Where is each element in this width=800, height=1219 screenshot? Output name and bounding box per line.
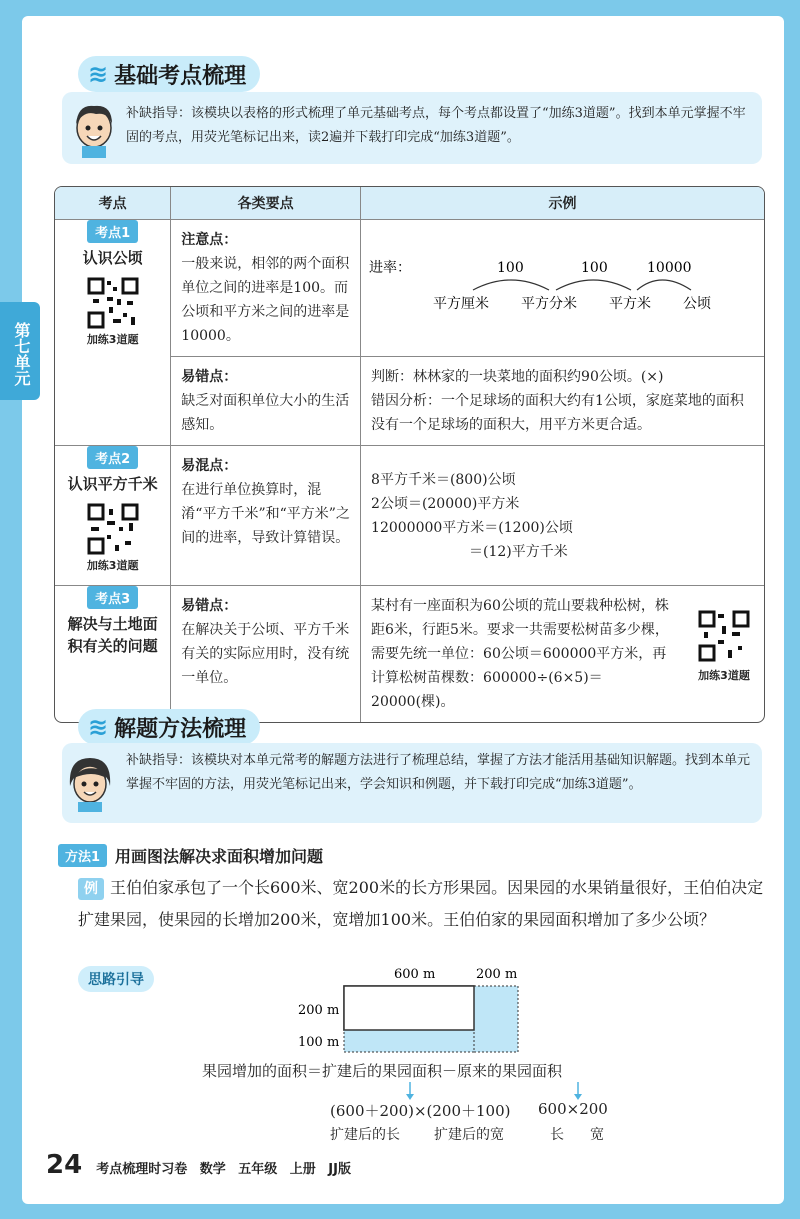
method1-heading bbox=[58, 844, 323, 867]
qr-code-icon[interactable] bbox=[698, 610, 750, 662]
fig-width-add-label: 100 m bbox=[298, 1035, 340, 1050]
qr-label: 加练3道题 bbox=[86, 559, 139, 572]
header-example: 示例 bbox=[361, 187, 764, 220]
kp3-name: 解决与土地面积有关的问题 bbox=[67, 615, 158, 655]
tip-text: 补缺指导：该模块对本单元常考的解题方法进行了梳理总结，掌握了方法才能活用基础知识解题。找到本单元掌握不牢固的方法，用荧光笔标记出来，学会知识和例题，并下载打印完成“加练3道题”。 bbox=[126, 753, 751, 792]
kp3-cell bbox=[55, 586, 171, 722]
kp2-title: 易混点： bbox=[181, 458, 238, 474]
tip-text: 补缺指导：该模块以表格的形式梳理了单元基础考点，每个考点都设置了“加练3道题”。找到本单元掌握不牢固的考点，用荧光笔标记出来，读2遍并下载打印完成“加练3道题”。 bbox=[126, 106, 746, 145]
knowledge-table bbox=[54, 186, 765, 723]
kp1-note-text: 一般来说，相邻的两个面积单位之间的进率是100。而公顷和平方米之间的进率是10000。 bbox=[181, 256, 350, 344]
calc-expanded: (600＋200)×(200＋100) bbox=[330, 1102, 511, 1120]
kp3-text: 在解决关于公顷、平方千米有关的实际应用时，没有统一单位。 bbox=[181, 622, 350, 686]
rate-diagram bbox=[361, 220, 761, 330]
unit-2: 平方分米 bbox=[521, 296, 578, 312]
qr-label: 加练3道题 bbox=[698, 669, 750, 682]
kp1-note-cell bbox=[171, 220, 361, 357]
fig-width-label: 200 m bbox=[298, 1003, 340, 1018]
kp1-err-cell bbox=[171, 357, 361, 446]
kp1-note-title: 注意点： bbox=[181, 232, 238, 248]
girl-avatar bbox=[62, 752, 118, 812]
example-badge: 例 bbox=[78, 878, 104, 900]
kp2-example-2: 2公顷＝(20000)平方米 bbox=[371, 496, 520, 512]
kp2-badge: 考点2 bbox=[87, 446, 138, 469]
kp3-example: 某村有一座面积为60公顷的荒山要栽种松树，株距6米，行距5米。要求一共需要松树苗多少棵，需要先统一单位：60公顷＝600000平方米，再计算松树苗棵数：600000÷(6×5)＝20000(棵)。 bbox=[371, 598, 669, 710]
wave-icon: ≋ bbox=[88, 713, 109, 741]
kp2-example-cell bbox=[361, 446, 764, 586]
section-title-text: 解题方法梳理 bbox=[114, 716, 247, 742]
section-title-text: 基础考点梳理 bbox=[114, 63, 247, 89]
rate-2: 100 bbox=[581, 260, 608, 276]
label-expanded-length: 扩建后的长 bbox=[330, 1127, 400, 1143]
qr-code-icon[interactable] bbox=[87, 503, 139, 555]
tip-box-basics bbox=[62, 92, 762, 164]
tip-box-methods bbox=[62, 743, 762, 823]
kp2-example-1: 8平方千米＝(800)公顷 bbox=[371, 472, 516, 488]
qr-code-icon[interactable] bbox=[87, 277, 139, 329]
kp1-rate-cell bbox=[361, 220, 764, 357]
example-text: 王伯伯家承包了一个长600米、宽200米的长方形果园。因果园的水果销量很好，王伯伯决定扩建果园，使果园的长增加200米，宽增加100米。王伯伯家的果园面积增加了多少公顷？ bbox=[78, 878, 764, 929]
method1-badge: 方法1 bbox=[58, 844, 107, 867]
header-keypoints: 各类要点 bbox=[171, 187, 361, 220]
rate-1: 100 bbox=[497, 260, 524, 276]
kp2-example-4: ＝(12)平方千米 bbox=[469, 544, 568, 560]
kp3-point-cell bbox=[171, 586, 361, 722]
kp1-cell bbox=[55, 220, 171, 446]
book-title: 考点梳理时习卷 数学 五年级 上册 JJ版 bbox=[96, 1162, 351, 1177]
method1-example bbox=[78, 872, 768, 936]
method1-title: 用画图法解决求面积增加问题 bbox=[115, 847, 324, 866]
calc-original: 600×200 bbox=[538, 1100, 608, 1118]
kp2-point-cell bbox=[171, 446, 361, 586]
page-footer bbox=[46, 1150, 351, 1180]
unit-4: 公顷 bbox=[683, 296, 712, 312]
kp1-err-example-2: 错因分析：一个足球场的面积大约有1公顷，家庭菜地的面积没有一个足球场的面积大，用平方米更合适。 bbox=[371, 393, 744, 433]
page-number: 24 bbox=[46, 1150, 83, 1180]
kp3-example-cell bbox=[361, 586, 764, 722]
boy-avatar bbox=[66, 98, 122, 158]
rate-label: 进率： bbox=[369, 260, 412, 276]
kp1-badge: 考点1 bbox=[87, 220, 138, 243]
kp3-qr-block bbox=[698, 610, 750, 688]
unit-3: 平方米 bbox=[609, 296, 652, 312]
orchard-figure bbox=[290, 962, 530, 1058]
rate-3: 10000 bbox=[647, 260, 692, 276]
fig-length-add-label: 200 m bbox=[476, 967, 518, 982]
kp1-err-example-1: 判断：林林家的一块菜地的面积约90公顷。(×) bbox=[371, 369, 664, 385]
fig-length-label: 600 m bbox=[394, 967, 436, 982]
section-title-methods bbox=[78, 709, 260, 745]
label-width: 宽 bbox=[590, 1127, 604, 1143]
section-title-basics bbox=[78, 56, 260, 92]
qr-label: 加练3道题 bbox=[86, 333, 139, 346]
kp2-name: 认识平方千米 bbox=[67, 475, 158, 493]
wave-icon: ≋ bbox=[88, 60, 109, 88]
kp3-badge: 考点3 bbox=[87, 586, 138, 609]
unit-side-tab: 第七单元 bbox=[0, 302, 40, 400]
label-length: 长 bbox=[550, 1127, 564, 1143]
kp2-text: 在进行单位换算时，混淆“平方千米”和“平方米”之间的进率，导致计算错误。 bbox=[181, 482, 350, 546]
unit-1: 平方厘米 bbox=[433, 296, 490, 312]
header-point: 考点 bbox=[55, 187, 171, 220]
kp1-name: 认识公顷 bbox=[82, 249, 143, 267]
kp2-cell bbox=[55, 446, 171, 586]
kp1-err-text: 缺乏对面积单位大小的生活感知。 bbox=[181, 393, 350, 433]
kp3-title: 易错点： bbox=[181, 598, 238, 614]
kp1-err-example-cell bbox=[361, 357, 764, 446]
formula-line: 果园增加的面积＝扩建后的果园面积－原来的果园面积 bbox=[202, 1062, 563, 1080]
guide-badge: 思路引导 bbox=[78, 966, 154, 992]
label-expanded-width: 扩建后的宽 bbox=[434, 1127, 504, 1143]
kp2-example-3: 12000000平方米＝(1200)公顷 bbox=[371, 520, 573, 536]
kp1-err-title: 易错点： bbox=[181, 369, 238, 385]
